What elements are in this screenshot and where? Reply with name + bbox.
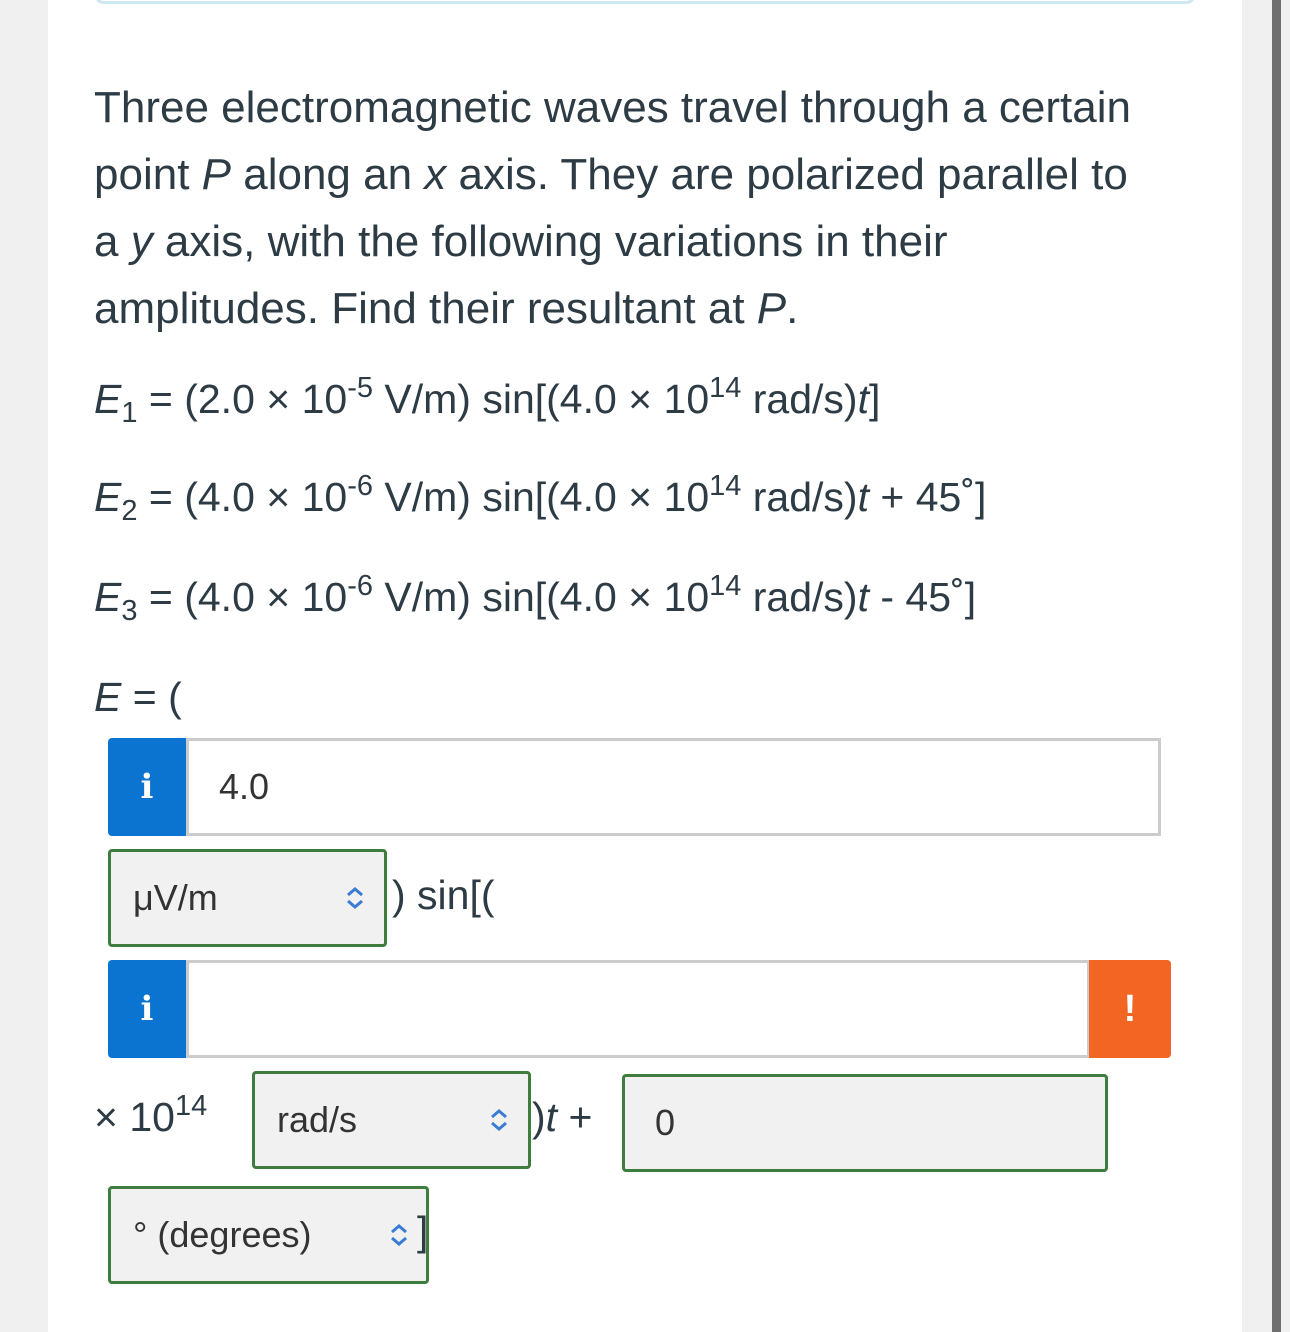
select-arrows-icon [342,885,368,911]
phase-input[interactable]: 0 [622,1074,1108,1172]
info-icon: i [140,989,154,1029]
answer-e-label: E = ( [94,674,182,720]
amplitude-info-button[interactable] [108,738,186,836]
times-ten-label: × $10^{14}$ [94,1090,208,1140]
sin-label: ) sin[( [392,872,495,918]
warning-icon: ! [1123,987,1137,1030]
t-plus-label: )t + [532,1094,593,1140]
amplitude-input[interactable]: 4.0 [186,738,1161,836]
info-icon: i [140,767,154,807]
select-arrows-icon [486,1107,512,1133]
omega-warning-button[interactable] [1089,960,1171,1058]
omega-info-button[interactable] [108,960,186,1058]
question-text: Three electromagnetic waves travel through a certain point P along an x axis. They are polarized parallel to a y axis, with the following variations in their amplitudes. Find their resultant at P. [94,83,1131,333]
previous-section-box [94,0,1196,4]
closing-bracket: ] [417,1208,429,1254]
equation-e3: $E_3 = (4.0 \times 10^{-6}$ V/m) $\sin[(4.0 \times 10^{14}$ rad/s)t - 45˚] [94,570,977,627]
phase-unit-select[interactable]: ° (degrees) [108,1186,429,1284]
omega-input[interactable] [186,960,1090,1058]
amplitude-unit-select[interactable]: μV/m [108,849,387,947]
omega-unit-select[interactable]: rad/s [252,1071,531,1169]
scrollbar[interactable] [1272,0,1281,1332]
equation-e2: $E_2 = (4.0 \times 10^{-6}$ V/m) $\sin[(4.0 \times 10^{14}$ rad/s)t + 45˚] [94,470,987,527]
equation-e1: $E_1 = (2.0 \times 10^{-5}$ V/m) $\sin[(4.0 \times 10^{14}$ rad/s)t] [94,372,881,429]
select-arrows-icon [386,1222,412,1248]
